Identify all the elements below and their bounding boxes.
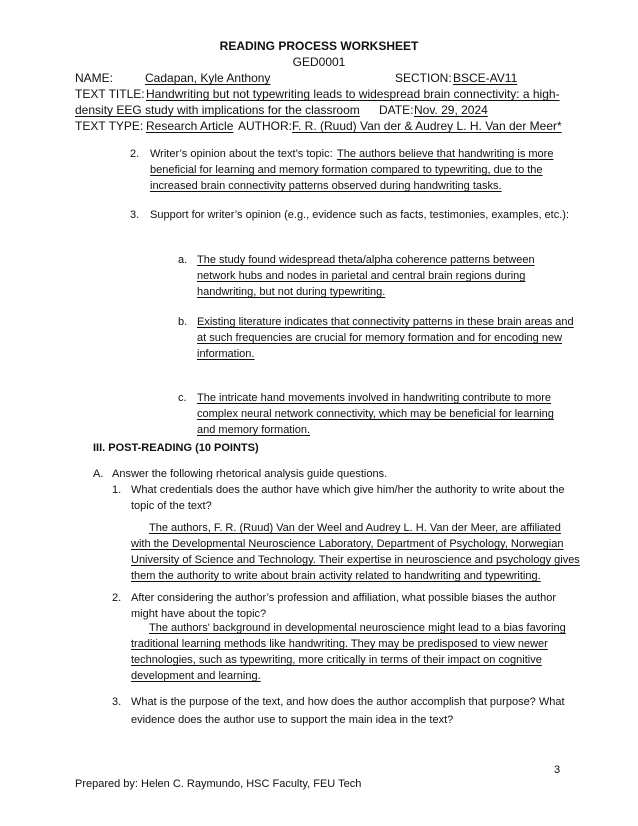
support-a-letter: a. — [178, 254, 188, 266]
author-value: F. R. (Ruud) Van der & Audrey L. H. Van der Meer* — [292, 119, 562, 133]
post-q3-number: 3. — [112, 696, 122, 708]
post-q1-answer-line2: with the Developmental Neuroscience Laboratory, Department of Psychology, Norwegian — [131, 538, 564, 550]
support-a-line3: handwriting, but not during typewriting. — [197, 286, 386, 298]
post-q1-answer-line3: University of Science and Technology. Their expertise in neuroscience and psychology gives — [131, 554, 580, 566]
post-q2-answer-line4: development and learning. — [131, 670, 261, 682]
worksheet-title: READING PROCESS WORKSHEET — [219, 39, 419, 53]
post-q2-line2: might have about the topic? — [131, 608, 267, 620]
section-value: BSCE-AV11 — [453, 71, 518, 85]
post-q3-line1: What is the purpose of the text, and how does the author accomplish that purpose? What — [131, 696, 565, 708]
section-heading: III. POST-READING (10 POINTS) — [93, 442, 259, 454]
support-c-letter: c. — [178, 392, 187, 404]
post-q1-answer-line1: The authors, F. R. (Ruud) Van der Weel and Audrey L. H. Van der Meer, are affiliated — [149, 522, 561, 534]
post-q2-number: 2. — [112, 592, 122, 604]
q3-prompt: Support for writer’s opinion (e.g., evidence such as facts, testimonies, examples, etc.): — [150, 209, 570, 221]
section-label: SECTION: — [395, 71, 452, 85]
part-a-instruction: Answer the following rhetorical analysis guide questions. — [112, 468, 388, 480]
date-value: Nov. 29, 2024 — [414, 103, 488, 117]
date-label: DATE: — [379, 103, 414, 117]
text-title-label: TEXT TITLE: — [75, 87, 145, 101]
post-q1-number: 1. — [112, 484, 122, 496]
prepared-by-footer: Prepared by: Helen C. Raymundo, HSC Faculty, FEU Tech — [75, 778, 362, 790]
support-b-line1: Existing literature indicates that connectivity patterns in these brain areas and — [197, 316, 574, 328]
support-b-line2: at such frequencies are crucial for memory formation and for encoding new — [197, 332, 563, 344]
q2-answer-line3: increased brain connectivity patterns observed during handwriting tasks. — [150, 180, 502, 192]
q3-number: 3. — [130, 209, 140, 221]
q2-answer-line1: The authors believe that handwriting is more — [337, 148, 554, 160]
support-a-line1: The study found widespread theta/alpha coherence patterns between — [197, 254, 535, 266]
support-b-line3: information. — [197, 348, 255, 360]
support-c-line2: complex neural network connectivity, which may be beneficial for learning — [197, 408, 554, 420]
support-b-letter: b. — [178, 316, 188, 328]
name-value: Cadapan, Kyle Anthony — [145, 71, 271, 85]
text-title-line2: density EEG study with implications for the classroom — [75, 103, 360, 117]
post-q2-line1: After considering the author’s profession and affiliation, what possible biases the author — [131, 592, 556, 604]
post-q2-answer-line3: technologies, such as typewriting, more critically in terms of their impact on cognitive — [131, 654, 542, 666]
post-q1-answer-line4: them the authority to write about brain activity related to handwriting and typewriting. — [131, 570, 541, 582]
support-c-line1: The intricate hand movements involved in handwriting contribute to more — [197, 392, 552, 404]
q2-number: 2. — [130, 148, 140, 160]
part-a-letter: A. — [93, 468, 104, 480]
support-a-line2: network hubs and nodes in parietal and central brain regions during — [197, 270, 526, 282]
text-title-line1: Handwriting but not typewriting leads to widespread brain connectivity: a high- — [146, 87, 560, 101]
post-q1-line1: What credentials does the author have which give him/her the authority to write about the — [131, 484, 565, 496]
support-c-line3: and memory formation. — [197, 424, 311, 436]
post-q1-line2: topic of the text? — [131, 500, 212, 512]
page-number: 3 — [554, 764, 561, 776]
post-q2-answer-line1: The authors' background in developmental neuroscience might lead to a bias favoring — [149, 622, 566, 634]
q2-answer-line2: beneficial for learning and memory formation compared to typewriting, due to the — [150, 164, 543, 176]
name-label: NAME: — [75, 71, 114, 85]
q2-prompt: Writer’s opinion about the text’s topic: — [150, 148, 333, 160]
text-type-value: Research Article — [146, 119, 234, 133]
post-q2-answer-line2: traditional learning methods like handwriting. They may be predisposed to view newer — [131, 638, 548, 650]
course-code: GED0001 — [292, 55, 346, 69]
author-label: AUTHOR: — [238, 119, 292, 133]
text-type-label: TEXT TYPE: — [75, 119, 144, 133]
post-q3-line2: evidence does the author use to support the main idea in the text? — [131, 714, 454, 726]
